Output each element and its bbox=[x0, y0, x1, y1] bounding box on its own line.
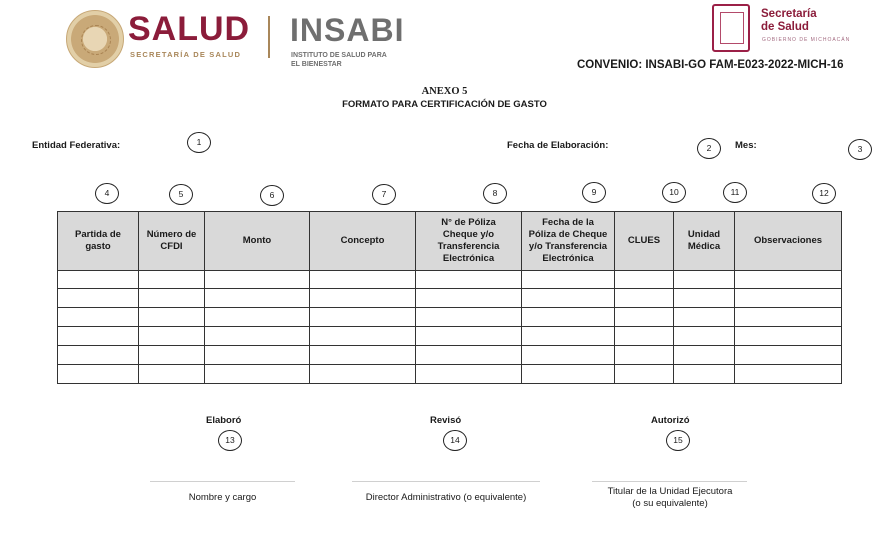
logo-divider bbox=[268, 16, 270, 58]
column-header-clues: CLUES bbox=[615, 212, 674, 271]
table-cell[interactable] bbox=[139, 365, 205, 384]
table-cell[interactable] bbox=[416, 346, 522, 365]
autorizo-signature-line bbox=[592, 481, 747, 482]
field-number-14: 14 bbox=[443, 430, 467, 451]
table-row bbox=[58, 346, 842, 365]
field-number-2: 2 bbox=[697, 138, 721, 159]
autorizo-label: Autorizó bbox=[651, 415, 690, 426]
michoacan-title-line2: de Salud bbox=[761, 21, 809, 33]
table-cell[interactable] bbox=[205, 346, 310, 365]
elaboro-signature-line bbox=[150, 481, 295, 482]
table-row bbox=[58, 271, 842, 289]
salud-logo-word: SALUD bbox=[128, 10, 251, 48]
table-cell[interactable] bbox=[310, 271, 416, 289]
table-cell[interactable] bbox=[674, 308, 735, 327]
michoacan-logo-title bbox=[761, 8, 817, 34]
column-number-7: 7 bbox=[372, 184, 396, 205]
table-cell[interactable] bbox=[674, 346, 735, 365]
fecha-elaboracion-label: Fecha de Elaboración: bbox=[507, 140, 609, 151]
expense-certification-table bbox=[57, 211, 842, 384]
field-number-13: 13 bbox=[218, 430, 242, 451]
table-cell[interactable] bbox=[205, 327, 310, 346]
insabi-subtitle-line2: EL BIENESTAR bbox=[291, 61, 342, 68]
table-cell[interactable] bbox=[674, 289, 735, 308]
field-number-3: 3 bbox=[848, 139, 872, 160]
column-number-10: 10 bbox=[662, 182, 686, 203]
table-cell[interactable] bbox=[416, 308, 522, 327]
table-cell[interactable] bbox=[522, 289, 615, 308]
column-header-fecha-poliza: Fecha de la Póliza de Cheque y/o Transferencia Electrónica bbox=[522, 212, 615, 271]
table-body bbox=[58, 271, 842, 384]
reviso-label: Revisó bbox=[430, 415, 462, 426]
table-cell[interactable] bbox=[139, 308, 205, 327]
table-cell[interactable] bbox=[310, 346, 416, 365]
column-header-concepto: Concepto bbox=[310, 212, 416, 271]
table-cell[interactable] bbox=[522, 308, 615, 327]
michoacan-title-line1: Secretaría bbox=[761, 8, 817, 20]
autorizo-caption-line1: Titular de la Unidad Ejecutora bbox=[607, 486, 733, 497]
table-cell[interactable] bbox=[615, 365, 674, 384]
table-row bbox=[58, 289, 842, 308]
autorizo-caption bbox=[580, 486, 760, 510]
table-cell[interactable] bbox=[522, 346, 615, 365]
table-cell[interactable] bbox=[58, 365, 139, 384]
convenio-number: CONVENIO: INSABI-GO FAM-E023-2022-MICH-16 bbox=[577, 59, 844, 71]
column-header-monto: Monto bbox=[205, 212, 310, 271]
column-number-6: 6 bbox=[260, 185, 284, 206]
table-cell[interactable] bbox=[615, 327, 674, 346]
table-cell[interactable] bbox=[58, 327, 139, 346]
table-cell[interactable] bbox=[522, 365, 615, 384]
table-cell[interactable] bbox=[310, 327, 416, 346]
table-cell[interactable] bbox=[58, 289, 139, 308]
entidad-federativa-label: Entidad Federativa: bbox=[32, 140, 121, 151]
column-header-cfdi: Número de CFDI bbox=[139, 212, 205, 271]
table-cell[interactable] bbox=[139, 327, 205, 346]
table-cell[interactable] bbox=[205, 365, 310, 384]
column-header-poliza: N° de Póliza Cheque y/o Transferencia Electrónica bbox=[416, 212, 522, 271]
table-cell[interactable] bbox=[522, 327, 615, 346]
michoacan-logo-subtitle: GOBIERNO DE MICHOACÁN bbox=[762, 37, 851, 43]
table-cell[interactable] bbox=[416, 327, 522, 346]
table-cell[interactable] bbox=[615, 308, 674, 327]
table-cell[interactable] bbox=[615, 271, 674, 289]
table-row bbox=[58, 327, 842, 346]
autorizo-caption-line2: (o su equivalente) bbox=[632, 498, 708, 509]
table-cell[interactable] bbox=[735, 271, 842, 289]
table-cell[interactable] bbox=[416, 365, 522, 384]
table-cell[interactable] bbox=[139, 289, 205, 308]
column-number-4: 4 bbox=[95, 183, 119, 204]
insabi-logo-subtitle bbox=[291, 51, 411, 69]
table-header-row bbox=[58, 212, 842, 271]
column-header-observaciones: Observaciones bbox=[735, 212, 842, 271]
table-cell[interactable] bbox=[139, 271, 205, 289]
column-header-partida: Partida de gasto bbox=[58, 212, 139, 271]
column-number-5: 5 bbox=[169, 184, 193, 205]
table-cell[interactable] bbox=[416, 289, 522, 308]
table-cell[interactable] bbox=[735, 327, 842, 346]
reviso-signature-line bbox=[352, 481, 540, 482]
table-cell[interactable] bbox=[615, 346, 674, 365]
field-number-15: 15 bbox=[666, 430, 690, 451]
table-cell[interactable] bbox=[58, 346, 139, 365]
table-cell[interactable] bbox=[522, 271, 615, 289]
column-number-12: 12 bbox=[812, 183, 836, 204]
document-title: FORMATO PARA CERTIFICACIÓN DE GASTO bbox=[342, 99, 547, 110]
table-cell[interactable] bbox=[735, 308, 842, 327]
table-cell[interactable] bbox=[735, 346, 842, 365]
table-cell[interactable] bbox=[58, 308, 139, 327]
mexico-seal-logo bbox=[66, 10, 124, 68]
table-cell[interactable] bbox=[139, 346, 205, 365]
table-cell[interactable] bbox=[310, 308, 416, 327]
table-cell[interactable] bbox=[205, 271, 310, 289]
anexo-title: ANEXO 5 bbox=[421, 86, 468, 97]
elaboro-label: Elaboró bbox=[206, 415, 242, 426]
table-cell[interactable] bbox=[674, 271, 735, 289]
table-cell[interactable] bbox=[416, 271, 522, 289]
table-cell[interactable] bbox=[674, 327, 735, 346]
mes-label: Mes: bbox=[735, 140, 757, 151]
column-number-8: 8 bbox=[483, 183, 507, 204]
table-cell[interactable] bbox=[58, 271, 139, 289]
insabi-subtitle-line1: INSTITUTO DE SALUD PARA bbox=[291, 52, 387, 59]
table-cell[interactable] bbox=[310, 365, 416, 384]
table-row bbox=[58, 365, 842, 384]
table-cell[interactable] bbox=[615, 289, 674, 308]
reviso-caption: Director Administrativo (o equivalente) bbox=[365, 492, 527, 503]
table-cell[interactable] bbox=[735, 289, 842, 308]
table-cell[interactable] bbox=[205, 308, 310, 327]
michoacan-emblem-icon bbox=[712, 4, 750, 52]
column-header-unidad-medica: Unidad Médica bbox=[674, 212, 735, 271]
column-number-9: 9 bbox=[582, 182, 606, 203]
insabi-logo-word: INSABI bbox=[290, 12, 405, 48]
column-number-11: 11 bbox=[723, 182, 747, 203]
table-cell[interactable] bbox=[735, 365, 842, 384]
table-row bbox=[58, 308, 842, 327]
elaboro-caption: Nombre y cargo bbox=[188, 492, 257, 503]
table-cell[interactable] bbox=[674, 365, 735, 384]
table-cell[interactable] bbox=[205, 289, 310, 308]
salud-logo-subtitle: SECRETARÍA DE SALUD bbox=[130, 50, 242, 59]
table-cell[interactable] bbox=[310, 289, 416, 308]
field-number-1: 1 bbox=[187, 132, 211, 153]
